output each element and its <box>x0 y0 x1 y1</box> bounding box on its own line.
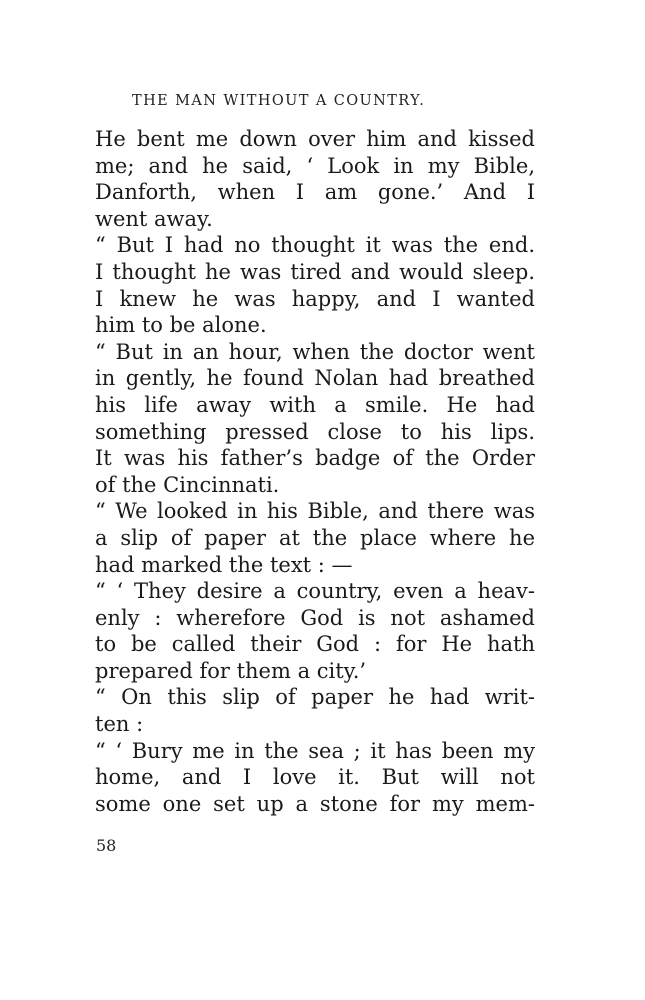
text-line: “ ‘ Bury me in the sea ; it has been my <box>95 738 535 763</box>
body-text <box>95 126 535 817</box>
text-line: I knew he was happy, and I wanted <box>95 286 535 311</box>
text-line: “ But in an hour, when the doctor went <box>95 339 535 364</box>
text-line: of the Cincinnati. <box>95 472 280 497</box>
text-line: in gently, he found Nolan had breathed <box>95 366 535 391</box>
text-line: enly : wherefore God is not ashamed <box>95 605 535 630</box>
text-line: went away. <box>95 206 213 231</box>
text-line: to be called their God : for He hath <box>95 632 535 657</box>
text-line: “ On this slip of paper he had writ- <box>95 685 535 710</box>
page-number: 58 <box>96 836 117 855</box>
text-line: Danforth, when I am gone.’ And I <box>95 180 535 205</box>
text-line: It was his father’s badge of the Order <box>95 446 535 471</box>
text-line: ten : <box>95 712 144 737</box>
text-line: home, and I love it. But will not <box>95 765 535 790</box>
text-line: me; and he said, ‘ Look in my Bible, <box>95 153 535 178</box>
text-line: “ We looked in his Bible, and there was <box>95 499 535 524</box>
text-line: him to be alone. <box>95 313 267 338</box>
text-line: He bent me down over him and kissed <box>95 127 535 151</box>
text-line: “ But I had no thought it was the end. <box>95 233 535 258</box>
text-line: prepared for them a city.’ <box>95 658 367 683</box>
text-line: his life away with a smile. He had <box>95 392 535 417</box>
text-line: had marked the text : — <box>95 552 353 577</box>
text-line: some one set up a stone for my mem- <box>95 791 535 816</box>
text-line: a slip of paper at the place where he <box>95 525 535 550</box>
text-line: I thought he was tired and would sleep. <box>95 259 535 284</box>
running-head: THE MAN WITHOUT A COUNTRY. <box>132 93 426 109</box>
text-line: something pressed close to his lips. <box>95 419 535 444</box>
text-line: “ ‘ They desire a country, even a heav- <box>95 579 535 604</box>
